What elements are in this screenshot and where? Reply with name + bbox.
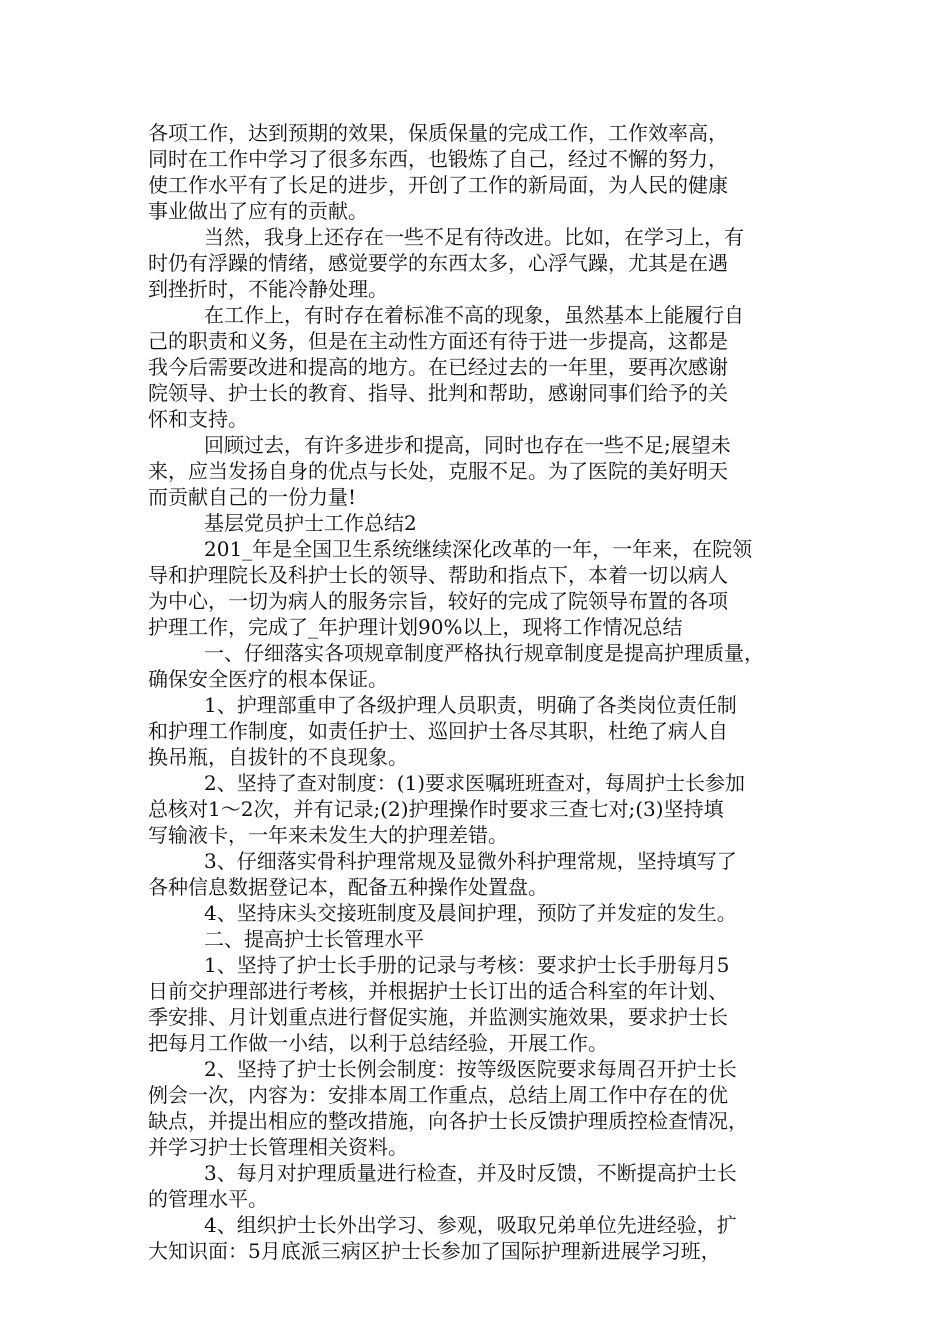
text-line: 2、坚持了护士长例会制度：按等级医院要求每周召开护士长: [204, 1057, 737, 1081]
text-line: 4、组织护士长外出学习、参观，吸取兄弟单位先进经验，扩: [204, 1213, 737, 1237]
text-line: 3、每月对护理质量进行检查，并及时反馈，不断提高护士长: [204, 1161, 737, 1185]
text-line: 各项工作，达到预期的效果，保质保量的完成工作，工作效率高，: [148, 121, 728, 145]
text-line: 写输液卡，一年来未发生大的护理差错。: [148, 823, 508, 847]
text-line: 的管理水平。: [148, 1187, 268, 1211]
text-line: 3、仔细落实骨科护理常规及显微外科护理常规，坚持填写了: [204, 849, 737, 873]
text-line: 和护理工作制度，如责任护士、巡回护士各尽其职，杜绝了病人自: [148, 719, 728, 743]
text-line: 二、提高护士长管理水平: [204, 927, 424, 951]
text-line: 当然，我身上还存在一些不足有待改进。比如，在学习上，有: [204, 225, 744, 249]
text-line: 大知识面：5月底派三病区护士长参加了国际护理新进展学习班，: [148, 1239, 721, 1263]
text-line: 缺点，并提出相应的整改措施，向各护士长反馈护理质控检查情况，: [148, 1109, 748, 1133]
text-line: 我今后需要改进和提高的地方。在已经过去的一年里，要再次感谢: [148, 355, 728, 379]
text-line: 而贡献自己的一份力量!: [148, 485, 357, 509]
text-line: 事业做出了应有的贡献。: [148, 199, 368, 223]
text-line: 1、护理部重申了各级护理人员职责，明确了各类岗位责任制: [204, 693, 737, 717]
text-line: 在工作上，有时存在着标准不高的现象，虽然基本上能履行自: [204, 303, 744, 327]
text-line: 院领导、护士长的教育、指导、批判和帮助，感谢同事们给予的关: [148, 381, 728, 405]
text-line: 并学习护士长管理相关资料。: [148, 1135, 408, 1159]
text-line: 确保安全医疗的根本保证。: [148, 667, 388, 691]
text-line: 时仍有浮躁的情绪，感觉要学的东西太多，心浮气躁，尤其是在遇: [148, 251, 728, 275]
text-line: 到挫折时，不能冷静处理。: [148, 277, 388, 301]
document-body-text: [148, 120, 808, 1264]
text-line: 导和护理院长及科护士长的领导、帮助和指点下，本着一切以病人: [148, 563, 728, 587]
text-line: 来，应当发扬自身的优点与长处，克服不足。为了医院的美好明天: [148, 459, 728, 483]
text-line: 一、仔细落实各项规章制度严格执行规章制度是提高护理质量，: [204, 641, 764, 665]
text-line: 2、坚持了查对制度：(1)要求医嘱班班查对，每周护士长参加: [204, 771, 746, 795]
text-line: 己的职责和义务，但是在主动性方面还有待于进一步提高，这都是: [148, 329, 728, 353]
text-line: 回顾过去，有许多进步和提高，同时也存在一些不足;展望未: [204, 433, 731, 457]
text-line: 护理工作，完成了_年护理计划90%以上，现将工作情况总结: [148, 615, 683, 639]
text-line: 季安排、月计划重点进行督促实施，并监测实施效果，要求护士长: [148, 1005, 728, 1029]
text-line: 同时在工作中学习了很多东西，也锻炼了自己，经过不懈的努力，: [148, 147, 728, 171]
text-line: 为中心，一切为病人的服务宗旨，较好的完成了院领导布置的各项: [148, 589, 728, 613]
text-line: 使工作水平有了长足的进步，开创了工作的新局面，为人民的健康: [148, 173, 728, 197]
text-line: 4、坚持床头交接班制度及晨间护理，预防了并发症的发生。: [204, 901, 737, 925]
text-line: 各种信息数据登记本，配备五种操作处置盘。: [148, 875, 548, 899]
text-line: 把每月工作做一小结，以利于总结经验，开展工作。: [148, 1031, 608, 1055]
text-line: 基层党员护士工作总结2: [204, 511, 417, 535]
text-line: 总核对1～2次，并有记录;(2)护理操作时要求三查七对;(3)坚持填: [148, 797, 724, 821]
text-line: 1、坚持了护士长手册的记录与考核：要求护士长手册每月5: [204, 953, 730, 977]
text-line: 201_年是全国卫生系统继续深化改革的一年，一年来，在院领: [204, 537, 753, 561]
text-line: 日前交护理部进行考核，并根据护士长订出的适合科室的年计划、: [148, 979, 728, 1003]
text-line: 例会一次，内容为：安排本周工作重点，总结上周工作中存在的优: [148, 1083, 728, 1107]
text-line: 怀和支持。: [148, 407, 248, 431]
text-line: 换吊瓶，自拔针的不良现象。: [148, 745, 408, 769]
